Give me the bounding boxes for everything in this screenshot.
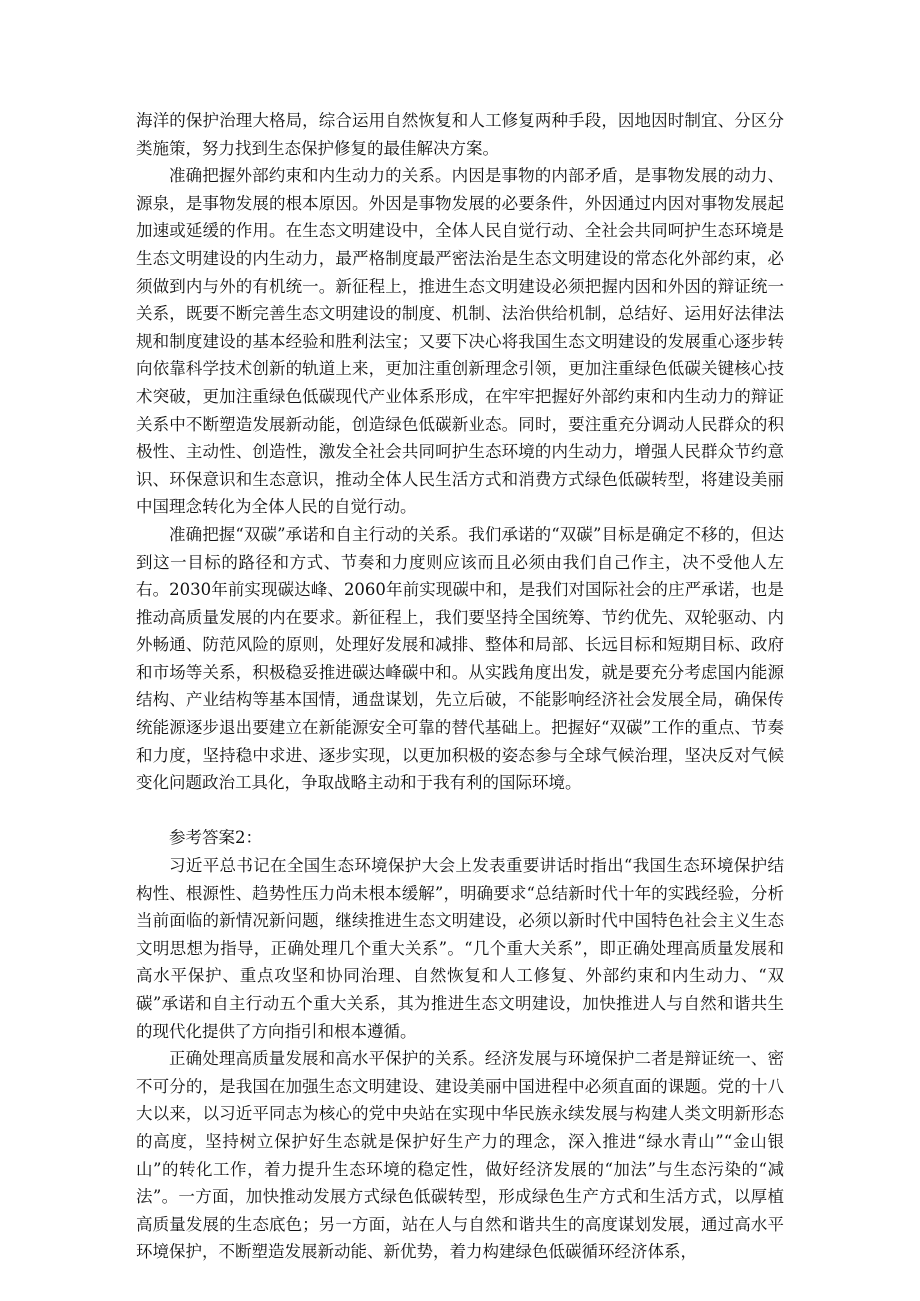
blank-line xyxy=(136,797,784,825)
paragraph-speech-intro: 习近平总书记在全国生态环境保护大会上发表重要讲话时指出“我国生态环境保护结构性、根源性、趋势性压力尚未根本缓解”，明确要求“总结新时代十年的实践经验，分析当前面临的新情况新问题，继续推进生态文明建设，必须以新时代中国特色社会主义生态文明思想为指导，正确处理几个重大关系”。“几个重大关系”，即正确处理高质量发展和高水平保护、重点攻坚和协同治理、自然恢复和人工修复、外部约束和内生动力、“双碳”承诺和自主行动五个重大关系，其为推进生态文明建设，加快推进人与自然和谐共生的现代化提供了方向指引和根本遵循。 xyxy=(136,856,784,1041)
paragraph-dual-carbon: 准确把握“双碳”承诺和自主行动的关系。我们承诺的“双碳”目标是确定不移的，但达到这一目标的路径和方式、节奏和力度则应该而且必须由我们自己作主，决不受他人左右。2030年前实现碳达峰、2060年前实现碳中和，是我们对国际社会的庄严承诺，也是推动高质量发展的内在要求。新征程上，我们要坚持全国统筹、节约优先、双轮驱动、内外畅通、防范风险的原则，处理好发展和减排、整体和局部、长远目标和短期目标、政府和市场等关系，积极稳妥推进碳达峰碳中和。从实践角度出发，就是要充分考虑国内能源结构、产业结构等基本国情，通盘谋划，先立后破，不能影响经济社会发展全局，确保传统能源逐步退出要建立在新能源安全可靠的替代基础上。把握好“双碳”工作的重点、节奏和力度，坚持稳中求进、逐步实现，以更加积极的姿态参与全球气候治理，坚决反对气候变化问题政治工具化，争取战略主动和于我有利的国际环境。 xyxy=(136,524,784,793)
paragraph-development-protection: 正确处理高质量发展和高水平保护的关系。经济发展与环境保护二者是辩证统一、密不可分的，是我国在加强生态文明建设、建设美丽中国进程中必须直面的课题。党的十八大以来，以习近平同志为核心的党中央站在实现中华民族永续发展与构建人类文明新形态的高度，坚持树立保护好生态就是保护好生产力的理念，深入推进“绿水青山”“金山银山”的转化工作，着力提升生态环境的稳定性，做好经济发展的“加法”与生态污染的“减法”。一方面，加快推动发展方式绿色低碳转型，形成绿色生产方式和生活方式，以厚植高质量发展的生态底色；另一方面，站在人与自然和谐共生的高度谋划发展，通过高水平环境保护，不断塑造发展新动能、新优势，着力构建绿色低碳循环经济体系， xyxy=(136,1049,784,1262)
paragraph-continuation: 海洋的保护治理大格局，综合运用自然恢复和人工修复两种手段，因地因时制宜、分区分类施策，努力找到生态保护修复的最佳解决方案。 xyxy=(136,111,784,158)
document-body xyxy=(136,107,784,1266)
answer-heading: 参考答案2： xyxy=(169,828,262,848)
paragraph-external-internal: 准确把握外部约束和内生动力的关系。内因是事物的内部矛盾，是事物发展的动力、源泉，是事物发展的根本原因。外因是事物发展的必要条件，外因通过内因对事物发展起加速或延缓的作用。在生态文明建设中，全体人民自觉行动、全社会共同呵护生态环境是生态文明建设的内生动力，最严格制度最严密法治是生态文明建设的常态化外部约束，必须做到内与外的有机统一。新征程上，推进生态文明建设必须把握内因和外因的辩证统一关系，既要不断完善生态文明建设的制度、机制、法治供给机制，总结好、运用好法律法规和制度建设的基本经验和胜利法宝；又要下决心将我国生态文明建设的发展重心逐步转向依靠科学技术创新的轨道上来，更加注重创新理念引领，更加注重绿色低碳关键核心技术突破，更加注重绿色低碳现代产业体系形成，在牢牢把握好外部约束和内生动力的辩证关系中不断塑造发展新动能，创造绿色低碳新业态。同时，要注重充分调动人民群众的积极性、主动性、创造性，激发全社会共同呵护生态环境的内生动力，增强人民群众节约意识、环保意识和生态意识，推动全体人民生活方式和消费方式绿色低碳转型，将建设美丽中国理念转化为全体人民的自觉行动。 xyxy=(136,166,784,517)
